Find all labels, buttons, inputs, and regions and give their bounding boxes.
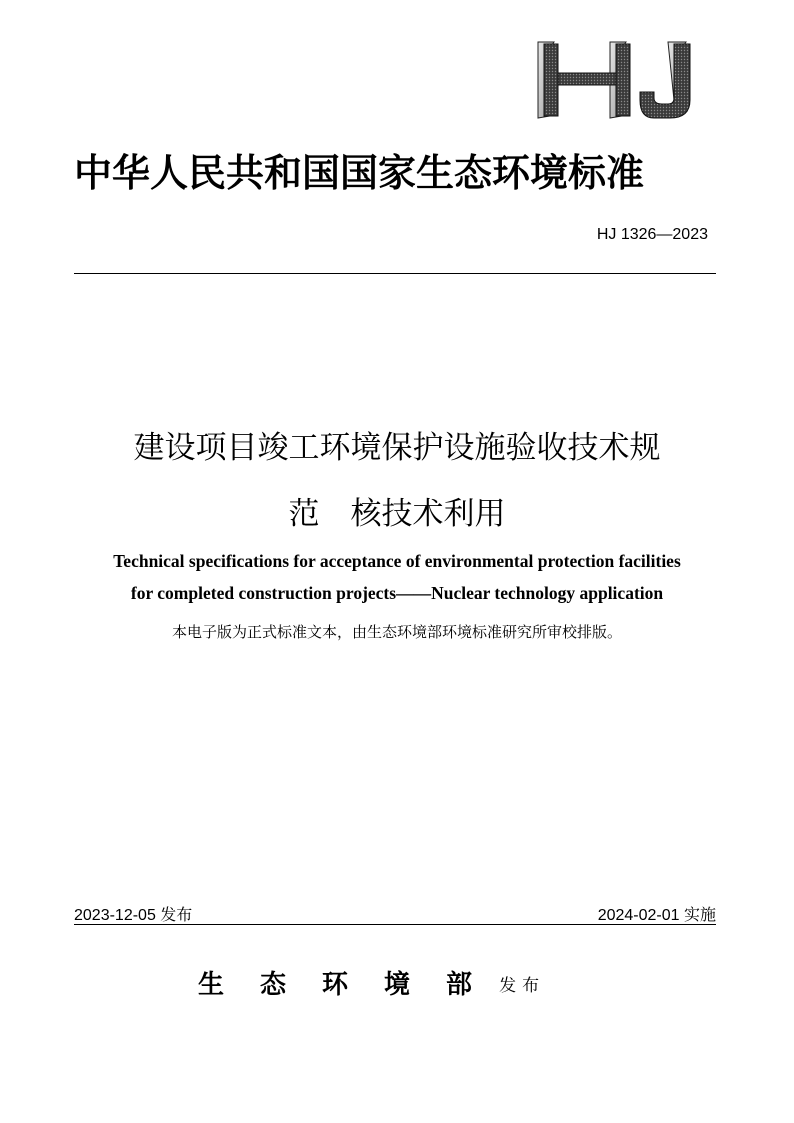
standard-number: HJ 1326—2023 <box>596 226 708 243</box>
top-divider <box>74 273 716 274</box>
english-title-line-2: for completed construction projects——Nuclear technology application <box>130 583 664 603</box>
issuer-name: 生态环境部 <box>198 970 509 1000</box>
bottom-divider <box>74 924 716 925</box>
effective-date: 2024-02-01 实施 <box>597 907 716 924</box>
standard-title: 中华人民共和国国家生态环境标准 <box>74 150 645 195</box>
document-title-line-2: 范 核技术利用 <box>288 496 506 532</box>
english-title-line-1: Technical specifications for acceptance of environmental protection facilities <box>113 551 681 571</box>
issuer-action: 发布 <box>499 976 546 996</box>
document-title-line-1: 建设项目竣工环境保护设施验收技术规 <box>133 430 661 466</box>
edition-note: 本电子版为正式标准文本，由生态环境部环境标准研究所审校排版。 <box>171 623 622 641</box>
issue-date: 2023-12-05 发布 <box>74 907 193 924</box>
hj-logo-icon <box>536 40 696 120</box>
issuer-line <box>198 964 545 1001</box>
